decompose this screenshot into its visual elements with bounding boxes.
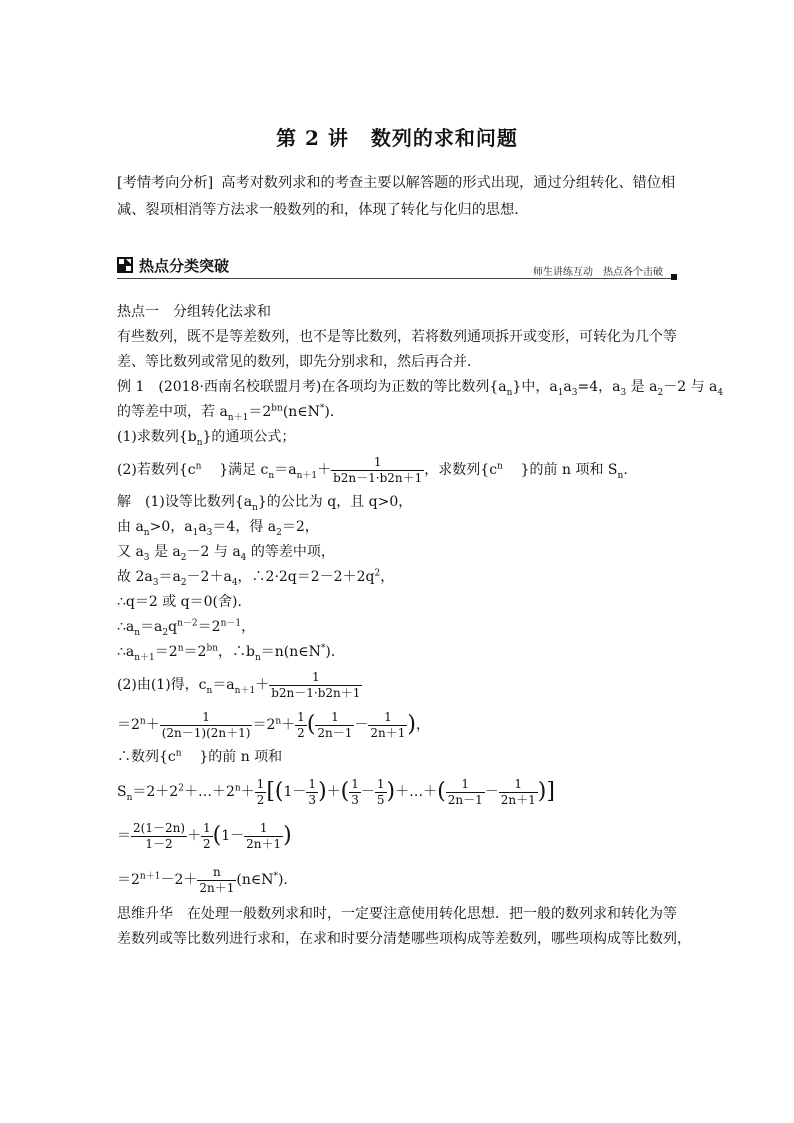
fraction: $\frac{1}{2n-1}$ — [447, 776, 483, 807]
summary-line: 差数列或等比数列进行求和，在求和时要分清楚哪些项构成等差数列，哪些项构成等比数列， — [117, 931, 691, 947]
fraction: $\frac{1}{2}$ — [256, 776, 265, 807]
fraction: $\frac{1}{3}$ — [308, 776, 317, 807]
fraction: $\frac{1}{5}$ — [376, 776, 385, 807]
fraction: $\frac{1}{2n-1}$ — [317, 709, 353, 740]
solution-line: 解 (1)设等比数列$\{a_n\}$的公比为 q，且 q>0， — [117, 494, 413, 513]
page-title — [0, 122, 794, 151]
solution-line: 由 $a_n>0$，$a_1a_3=4$，得 $a_2=2$， — [117, 519, 319, 538]
solution-line: ＝ $\frac{2(1-2n)}{1-2}$ ＋ $\frac{1}{2}$ (1－ $\frac{1}{2n+1}$ ) — [117, 820, 292, 851]
paragraph-line: 有些数列，既不是等差数列，也不是等比数列，若将数列通项拆开或变形，可转化为几个等 — [117, 329, 677, 345]
solution-line: (2)由(1)得，$c_n=a_{n+1}+$ $\frac{1}{b2n-1\cdot b2n+1}$ — [117, 669, 361, 700]
section-subtitle: 师生讲练互动 热点各个击破 — [533, 267, 663, 278]
solution-line: $S_n=2+2^2+\dots+2^n+$ $\frac{1}{2}$ [(1－ $\frac{1}{3}$ )＋( $\frac{1}{3}$ － $\frac{1}{5}$ )＋…＋( $\frac{1}{2n-1}$ － $\frac{1}{2n+1}$ )] — [117, 776, 555, 807]
solution-line: $\therefore a_n=a_2q^{n-2}=2^{n-1}$， — [117, 618, 256, 638]
fraction: $\frac{n}{2n+1}$ — [199, 864, 235, 895]
hotspot-heading: 热点一 分组转化法求和 — [117, 304, 271, 320]
solution-line: ∴数列{$c^n$ }的前 n 项和 — [117, 748, 283, 765]
solution-line: 又 $a_3$ 是 $a_2-2$ 与 $a_4$ 的等差中项， — [117, 544, 335, 563]
fraction: $\frac{1}{b2n-1\cdot b2n+1}$ — [333, 454, 423, 485]
section-header — [117, 255, 677, 283]
solution-line: $=2^n+$ $\frac{1}{(2n-1)(2n+1)}$ $=2^n+$ $\frac{1}{2}$ ( $\frac{1}{2n-1}$ － $\frac{1}{2n+1}$ )， — [117, 709, 430, 740]
lecture-topic: 数列的求和问题 — [370, 126, 518, 150]
fraction: $\frac{2(1-2n)}{1-2}$ — [133, 820, 185, 851]
question-1: (1)求数列$\{b_n\}$的通项公式； — [117, 429, 296, 448]
example-line: 的等差中项，若 $a_{n+1}=2^{bn}(n\in N^*)$． — [117, 403, 344, 423]
content-body — [117, 300, 724, 952]
fraction: $\frac{1}{2}$ — [297, 709, 305, 740]
exam-analysis-paragraph — [117, 170, 682, 224]
exam-analysis-text: 高考对数列求和的考查主要以解答题的形式出现，通过分组转化、错位相减、裂项相消等方法求一般数列的和，体现了转化与化归的思想． — [117, 175, 676, 218]
solution-line: $=2^{n+1}-2+$ $\frac{n}{2n+1}$ (n∈N*)． — [117, 864, 298, 895]
solution-line: ∴q＝2 或 q＝0(舍)． — [117, 594, 252, 610]
solution-line: 故 $2a_3=a_2-2+a_4$，$\therefore 2\cdot 2q=2-2+2q^2$， — [117, 568, 395, 588]
lecture-number: 第 2 讲 — [276, 126, 349, 150]
summary-line: 思维升华 在处理一般数列求和时，一定要注意使用转化思想．把一般的数列求和转化为等 — [117, 906, 677, 922]
fraction: $\frac{1}{2}$ — [203, 820, 211, 851]
fraction: $\frac{1}{b2n-1\cdot b2n+1}$ — [271, 669, 361, 700]
section-end-square — [671, 274, 677, 280]
section-rule — [117, 278, 677, 279]
section-title: 热点分类突破 — [139, 257, 230, 275]
fraction: $\frac{1}{2n+1}$ — [500, 776, 536, 807]
example-line: 例 1 (2018·西南名校联盟月考)在各项均为正数的等比数列$\{a_n\}$中，$a_1a_3=4$，$a_3$ 是 $a_2-2$ 与 $a_4$ — [117, 379, 724, 398]
question-2: (2)若数列{$c^n$ }满足 $c_n=a_{n+1}+$ $\frac{1}{b2n-1\cdot b2n+1}$ ，求数列{$c^n$ }的前 n 项和 $S_n$. — [117, 454, 628, 485]
solution-line: $\therefore a_{n+1}=2^n=2^{bn}$，$\therefore b_n=n(n\in N^*)$． — [117, 643, 345, 663]
fraction: $\frac{1}{(2n-1)(2n+1)}$ — [161, 709, 251, 740]
fraction: $\frac{1}{3}$ — [351, 776, 359, 807]
fraction: $\frac{1}{2n+1}$ — [246, 820, 282, 851]
fraction: $\frac{1}{2n+1}$ — [370, 709, 406, 740]
exam-analysis-tag: [考情考向分析] — [117, 175, 214, 191]
checker-square-icon — [117, 257, 133, 273]
paragraph-line: 差、等比数列或常见的数列，即先分别求和，然后再合并． — [117, 354, 481, 370]
